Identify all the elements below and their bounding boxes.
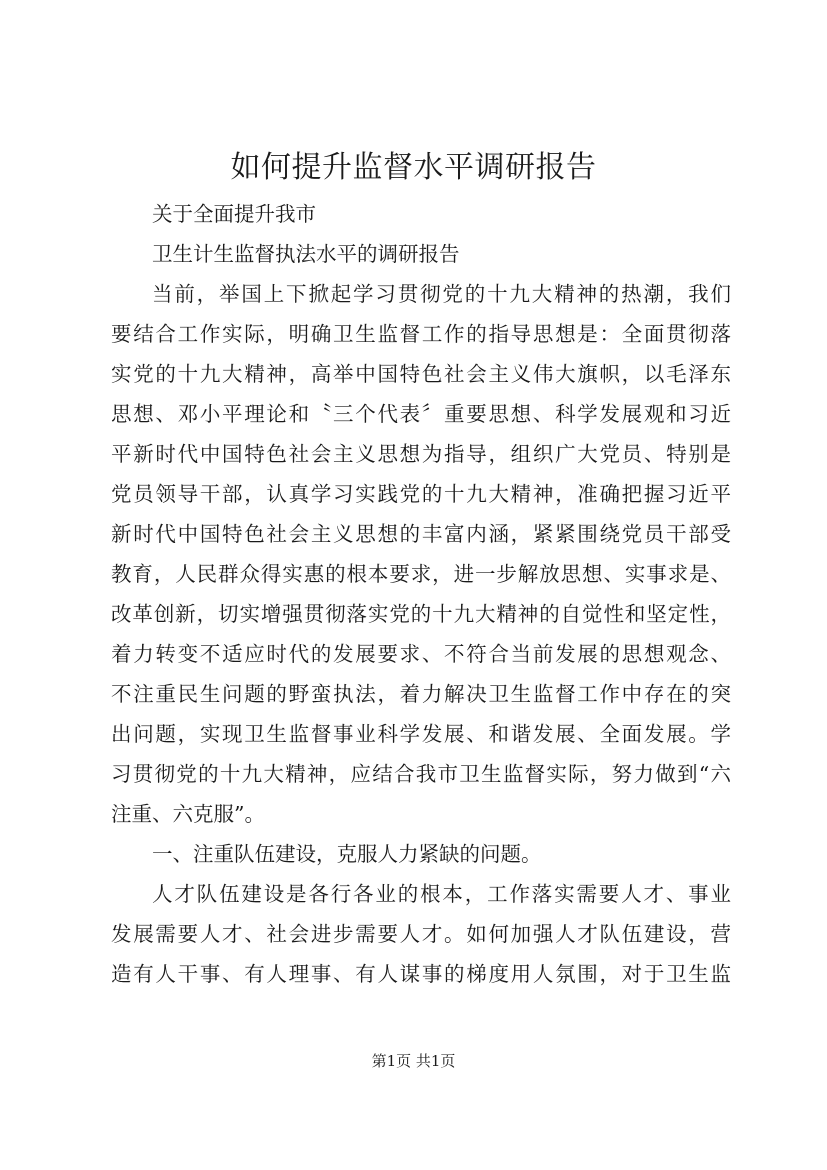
paragraph-line: 改革创新，切实增强贯彻落实党的十九大精神的自觉性和坚定性， bbox=[111, 602, 731, 626]
paragraph bbox=[111, 874, 731, 994]
section-heading: 一、注重队伍建设，克服人力紧缺的问题。 bbox=[152, 842, 542, 866]
paragraph-line: 要结合工作实际，明确卫生监督工作的指导思想是：全面贯彻落 bbox=[111, 322, 731, 346]
paragraph-line: 注重、六克服”。 bbox=[111, 802, 265, 826]
document-title: 如何提升监督水平调研报告 bbox=[230, 150, 597, 185]
paragraph-line: 人才队伍建设是各行各业的根本，工作落实需要人才、事业 bbox=[152, 882, 731, 906]
paragraph-line: 教育，人民群众得实惠的根本要求，进一步解放思想、实事求是、 bbox=[111, 562, 731, 586]
paragraph-line: 党员领导干部，认真学习实践党的十九大精神，准确把握习近平 bbox=[111, 482, 731, 506]
paragraph-line: 平新时代中国特色社会主义思想为指导，组织广大党员、特别是 bbox=[111, 442, 731, 466]
page-indicator: 第1页 共1页 bbox=[371, 1052, 456, 1070]
subtitle-line: 卫生计生监督执法水平的调研报告 bbox=[152, 242, 460, 266]
paragraph-line: 造有人干事、有人理事、有人谋事的梯度用人氛围，对于卫生监 bbox=[111, 962, 731, 986]
paragraph-line: 思想、邓小平理论和〝三个代表〞重要思想、科学发展观和习近 bbox=[111, 402, 731, 426]
paragraph-line: 出问题，实现卫生监督事业科学发展、和谐发展、全面发展。学 bbox=[111, 722, 731, 746]
paragraph-line: 发展需要人才、社会进步需要人才。如何加强人才队伍建设，营 bbox=[111, 922, 731, 946]
paragraph-line: 新时代中国特色社会主义思想的丰富内涵，紧紧围绕党员干部受 bbox=[111, 522, 731, 546]
paragraph-line: 着力转变不适应时代的发展要求、不符合当前发展的思想观念、 bbox=[111, 642, 731, 666]
paragraph-line: 当前，举国上下掀起学习贯彻党的十九大精神的热潮，我们 bbox=[152, 282, 731, 306]
paragraph-line: 习贯彻党的十九大精神，应结合我市卫生监督实际，努力做到“六 bbox=[111, 762, 731, 786]
document-body bbox=[111, 194, 731, 994]
paragraph bbox=[111, 274, 731, 834]
subtitle-line: 关于全面提升我市 bbox=[152, 202, 316, 226]
paragraph-line: 实党的十九大精神，高举中国特色社会主义伟大旗帜，以毛泽东 bbox=[111, 362, 731, 386]
paragraph-line: 不注重民生问题的野蛮执法，着力解决卫生监督工作中存在的突 bbox=[111, 682, 731, 706]
